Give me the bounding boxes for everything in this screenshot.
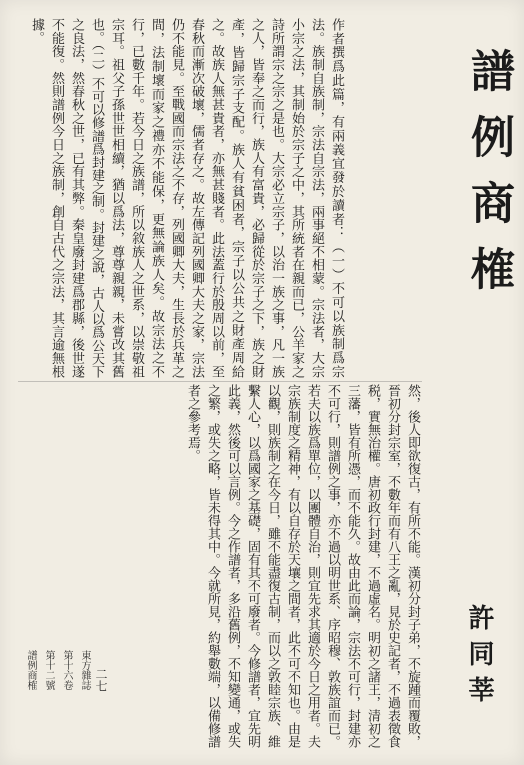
article-title: 譜例商榷 bbox=[463, 48, 514, 312]
body-text-upper: 作者撰爲此篇，有兩義宜發於讀者：（一）不可以族制爲宗法。族制自族制，宗法自宗法，兩事絕不相蒙。宗法者，大宗小宗之法，其制始於宗子之中，其所統者在親而已，公羊家之詩所謂宗之宗之是也。大宗必立宗子，以治一族之事，凡一族之人，皆奉之而行，族人有富貴，必歸從於宗子之下，族之財產，皆歸宗子支配。族人有貧困者，宗子以公共之財產周給之。故族人無甚貴者，亦無甚賤者。此法蓋行於殷周以前，至春秋而漸次破壞，儒者存之。故左傳記列國卿大夫之家，宗法仍不能見。至戰國而宗法之不存，列國卿大夫，生長於兵革之間，法制壞而家之禮亦不能保，更無論族人矣。故宗法之不行，已數千年。若今日之族譜，所以敘族人之世系，以崇敬祖宗耳。祖父子孫世世相續，猶以爲法，尊尊親親，未嘗改其舊也。（二）不可以修譜爲封建之制。封建之說，古人以爲公天下之良法，然春秋之世，已有其弊。秦皇廢封建爲郡縣，後世遂不能復。然則譜例今日之族制，創自古代之宗法，其言逾無根據。 bbox=[29, 18, 344, 378]
footer-section: 譜例商榷 bbox=[25, 650, 36, 690]
footer-issue: 第十二號 bbox=[43, 650, 54, 690]
section-divider bbox=[18, 381, 422, 382]
footer-volume: 第十六卷 bbox=[61, 650, 72, 690]
footer bbox=[18, 650, 90, 690]
page-number: 二七 bbox=[94, 668, 108, 692]
article-author: 許同莘 bbox=[464, 604, 494, 712]
body-text-lower: 然，後人即欲復古，有所不能。漢初分封子弟，不旋踵而覆敗，晉初分封宗室，不數年而有八王之亂，見於史記者，不過表徵食税，實無治權。唐初政行封建，不過虛名。明初之諸王，清初之三藩，皆有所憑，而不能久。故由此而論，宗法不可行，封建亦不可行，則譜例之事，亦不過以明世系、序昭穆、敦族誼而已。若夫以族爲單位，以團體自治，則宜先求其適於今日之用者。夫宗族制度之精神，有以自存於天壤之間者，此不可不知也。由是以觀，則族制之在今日，雖不能盡復古制，而以之敦睦宗族、維繫人心，以爲國家之基礎，固有其不可廢者。今修譜者，宜先明此義，然後可以言例。今之作譜者，多沿舊例，不知變通，或失之繁，或失之略，皆未得其中。今就所見，約舉數端，以備修譜者之參考焉。 bbox=[185, 384, 420, 748]
footer-journal: 東方雜誌 bbox=[79, 650, 90, 690]
